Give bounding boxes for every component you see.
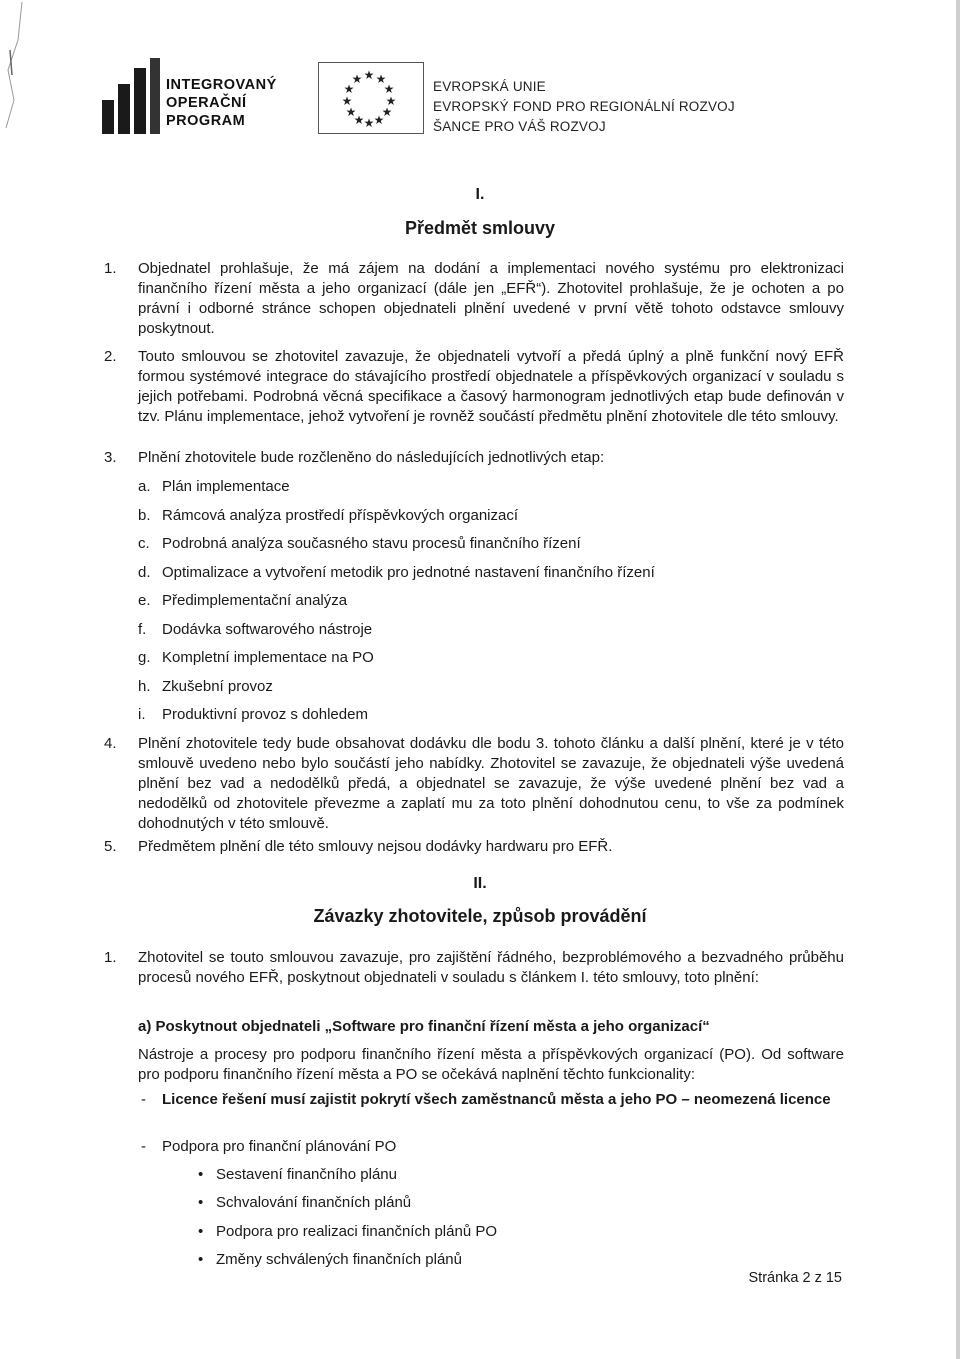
bullet-icon: •	[198, 1166, 204, 1183]
paragraph: Předmětem plnění dle této smlouvy nejsou dodávky hardwaru pro EFŘ.	[138, 838, 613, 855]
stage-letter: g.	[138, 649, 151, 666]
item-number: 3.	[104, 449, 117, 466]
paragraph: Plnění zhotovitele bude rozčleněno do následujících jednotlivých etap:	[138, 449, 605, 466]
dash-item: Podpora pro finanční plánování PO	[162, 1138, 397, 1155]
stage-letter: f.	[138, 621, 147, 638]
eu-text	[433, 77, 735, 137]
svg-text:★: ★	[341, 94, 353, 108]
eu-line-3: ŠANCE PRO VÁŠ ROZVOJ	[433, 119, 606, 134]
eu-stars-icon	[319, 63, 423, 133]
paragraph: Zhotovitel se touto smlouvou zavazuje, pro zajištění řádného, bezproblémového a bezvadného průběhu procesů nového EFŘ, poskytnout objednateli v souladu s článkem I. této smlouvy, toto plnění:	[138, 949, 844, 986]
iop-logo	[102, 58, 302, 138]
stage-letter: d.	[138, 564, 151, 581]
page-number: Stránka 2 z 15	[748, 1270, 842, 1286]
paragraph: Plnění zhotovitele tedy bude obsahovat dodávku dle bodu 3. tohoto článku a další plnění, které je v této smlouvě uvedeno nebo bylo součástí jeho nabídky. Zhotovitel se zavazuje, že objednateli výše uvedená plnění bez vad a nedodělků předá, a objednatel se zavazuje, že výše uvedené plnění bez vad a nedodělků od zhotovitele převezme a zaplatí mu za toto plnění dohodnutou cenu, to vše za podmínek dohodnutých v této smlouvě.	[138, 735, 844, 832]
svg-text:★: ★	[381, 105, 393, 119]
stage-text: Produktivní provoz s dohledem	[162, 706, 368, 723]
svg-text:★: ★	[353, 113, 365, 127]
dash-marker: -	[141, 1091, 146, 1108]
stage-letter: i.	[138, 706, 146, 723]
item-number: 1.	[104, 260, 117, 277]
section-1-number: I.	[475, 186, 485, 203]
stage-text: Rámcová analýza prostředí příspěvkových organizací	[162, 507, 519, 524]
stage-text: Předimplementační analýza	[162, 592, 348, 609]
bullet-item: Schvalování finančních plánů	[216, 1194, 412, 1211]
stage-text: Zkušební provoz	[162, 678, 273, 695]
bullet-item: Sestavení finančního plánu	[216, 1166, 397, 1183]
paragraph: Objednatel prohlašuje, že má zájem na dodání a implementaci nového systému pro elektronizaci finančního řízení města a jeho organizací (dále jen „EFŘ“). Zhotovitel prohlašuje, že je ochoten a po právní i odborné stránce schopen objednateli plnění uvedené v první větě tohoto odstavce smlouvy poskytnout.	[138, 260, 844, 337]
svg-text:★: ★	[383, 82, 395, 96]
item-number: 4.	[104, 735, 117, 752]
svg-text:★: ★	[351, 72, 363, 86]
eu-line-1: EVROPSKÁ UNIE	[433, 79, 546, 94]
stage-letter: e.	[138, 592, 151, 609]
stage-letter: h.	[138, 678, 151, 695]
eu-line-2: EVROPSKÝ FOND PRO REGIONÁLNÍ ROZVOJ	[433, 99, 735, 114]
section-2-title: Závazky zhotovitele, způsob provádění	[313, 906, 647, 926]
iop-line-1: INTEGROVANÝ	[166, 77, 277, 93]
svg-text:★: ★	[385, 94, 397, 108]
svg-text:★: ★	[345, 105, 357, 119]
stage-text: Optimalizace a vytvoření metodik pro jednotné nastavení finančního řízení	[162, 564, 655, 581]
iop-bars-icon	[102, 58, 162, 138]
stage-text: Kompletní implementace na PO	[162, 649, 374, 666]
iop-line-3: PROGRAM	[166, 113, 246, 129]
dash-item: Licence řešení musí zajistit pokrytí všech zaměstnanců města a jeho PO – neomezená licence	[162, 1091, 831, 1108]
item-number: 2.	[104, 348, 117, 365]
section-1-title: Předmět smlouvy	[404, 218, 556, 238]
iop-logo-text	[166, 76, 277, 130]
subheading: a) Poskytnout objednateli „Software pro finanční řízení města a jeho organizací“	[138, 1018, 710, 1035]
stage-text: Podrobná analýza současného stavu procesů finančního řízení	[162, 535, 581, 552]
item-number: 1.	[104, 949, 117, 966]
bullet-icon: •	[198, 1194, 204, 1211]
bullet-icon: •	[198, 1251, 204, 1268]
stage-text: Plán implementace	[162, 478, 290, 495]
stage-letter: c.	[138, 535, 150, 552]
stage-letter: b.	[138, 507, 151, 524]
bullet-item: Změny schválených finančních plánů	[216, 1251, 462, 1268]
bullet-icon: •	[198, 1223, 204, 1240]
iop-line-2: OPERAČNÍ	[166, 95, 247, 111]
svg-text:★: ★	[363, 68, 375, 82]
item-number: 5.	[104, 838, 117, 855]
scan-artifact	[0, 0, 40, 130]
svg-text:★: ★	[373, 113, 385, 127]
svg-text:★: ★	[375, 72, 387, 86]
bullet-item: Podpora pro realizaci finančních plánů PO	[216, 1223, 498, 1240]
svg-text:★: ★	[363, 116, 375, 130]
paragraph: Touto smlouvou se zhotovitel zavazuje, že objednateli vytvoří a předá úplný a plně funkční nový EFŘ formou systémové integrace do stávajícího prostředí objednatele a příspěvkových organizací v souladu s jejich potřebami. Podrobná věcná specifikace a časový harmonogram jednotlivých etap bude definován v tzv. Plánu implementace, jehož vytvoření je rovněž součástí předmětu plnění zhotovitele dle této smlouvy.	[138, 348, 844, 425]
paragraph: Nástroje a procesy pro podporu finančního řízení města a příspěvkových organizací (PO). Od software pro podporu finančního řízení města a PO se očekává naplnění těchto funkcionality:	[138, 1046, 844, 1083]
dash-marker: -	[141, 1138, 146, 1155]
svg-text:★: ★	[343, 82, 355, 96]
stage-letter: a.	[138, 478, 151, 495]
eu-flag	[318, 62, 424, 134]
stage-text: Dodávka softwarového nástroje	[162, 621, 373, 638]
section-2-number: II.	[473, 875, 487, 892]
